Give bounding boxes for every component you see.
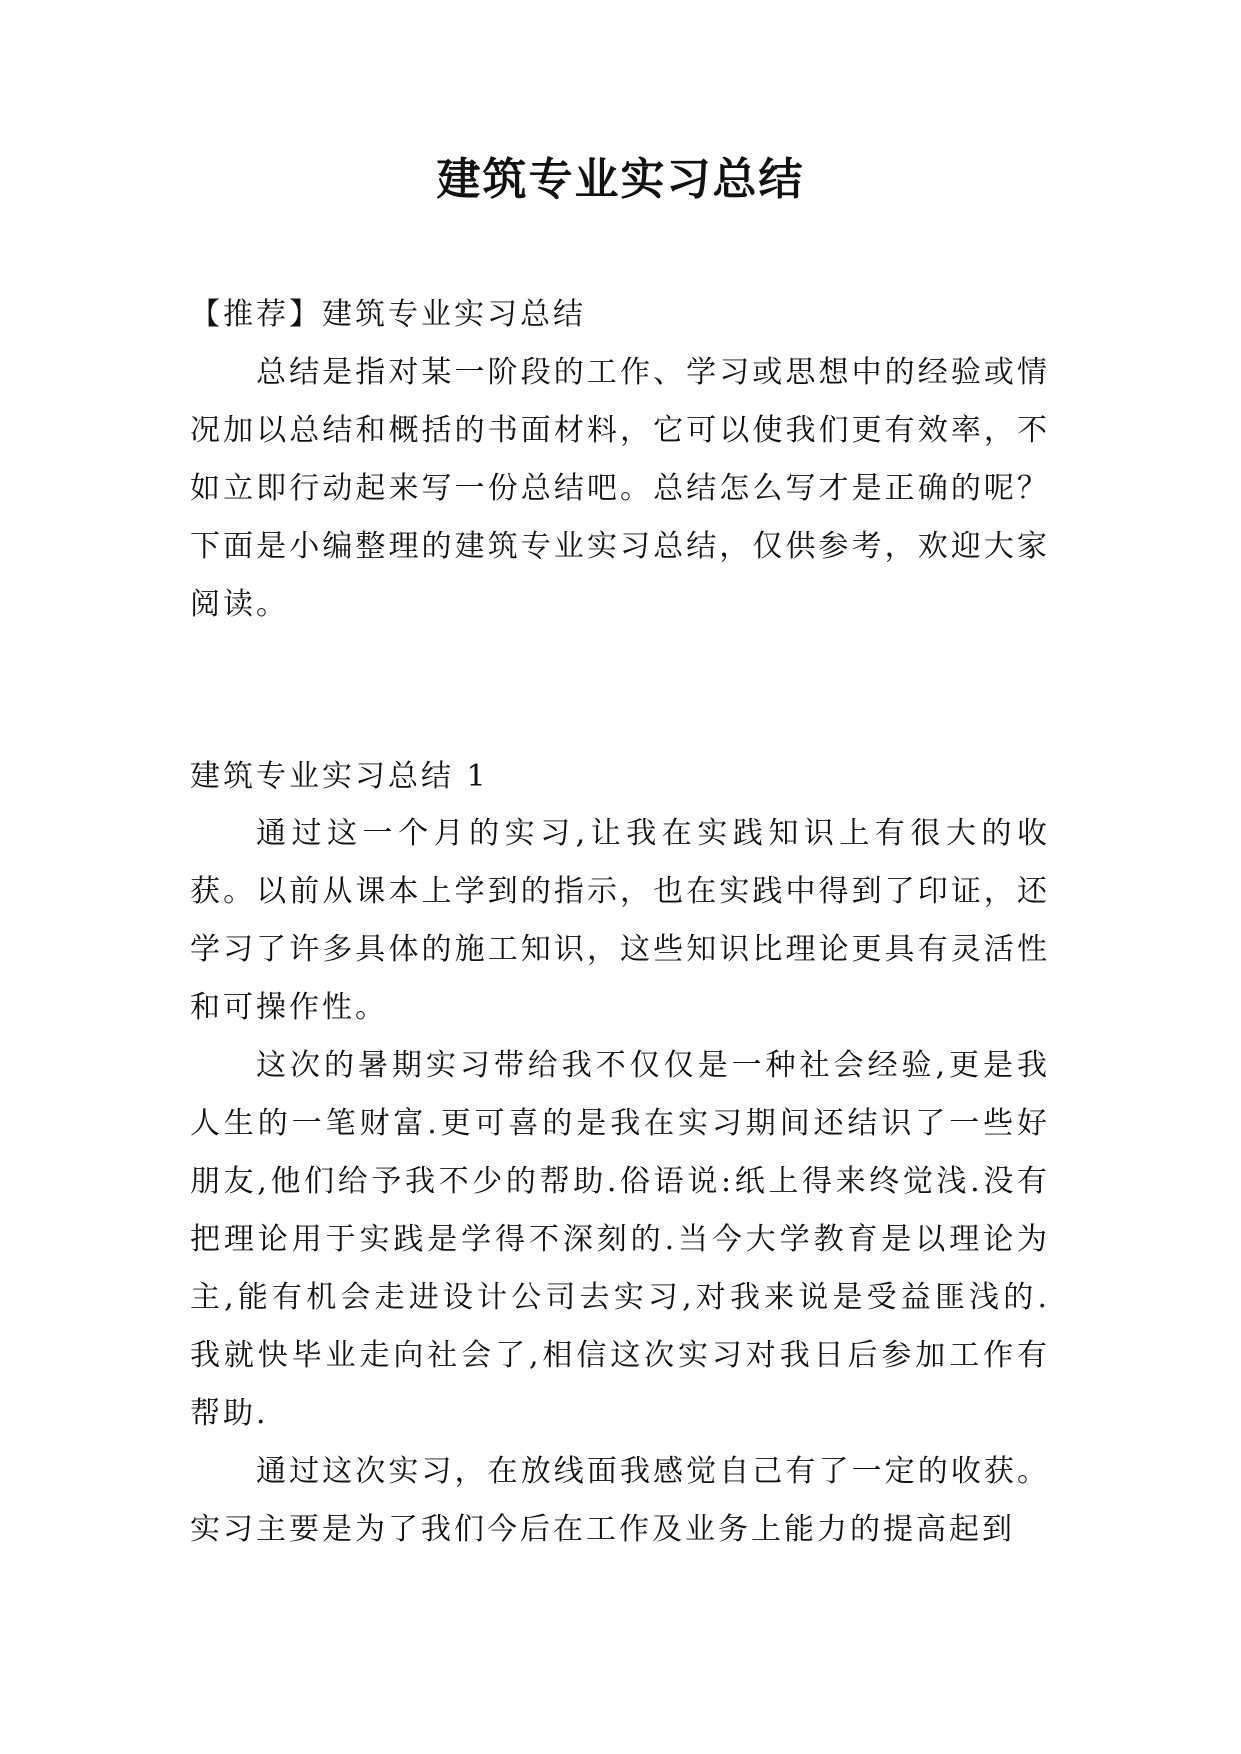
section-body: [190, 805, 1050, 1559]
document-title: 建筑专业实习总结: [436, 154, 805, 205]
intro-paragraph: 总结是指对某一阶段的工作、学习或思想中的经验或情况加以总结和概括的书面材料，它可以使我们更有效率，不如立即行动起来写一份总结吧。总结怎么写才是正确的呢？下面是小编整理的建筑专业实习总结，仅供参考，欢迎大家阅读。: [190, 355, 1050, 622]
body-paragraph-2: 这次的暑期实习带给我不仅仅是一种社会经验,更是我人生的一笔财富.更可喜的是我在实习期间还结识了一些好朋友,他们给予我不少的帮助.俗语说:纸上得来终觉浅.没有把理论用于实践是学得不深刻的.当今大学教育是以理论为主,能有机会走进设计公司去实习,对我来说是受益匪浅的.我就快毕业走向社会了,相信这次实习对我日后参加工作有帮助.: [190, 1048, 1050, 1431]
body-paragraph-1: 通过这一个月的实习,让我在实践知识上有很大的收获。以前从课本上学到的指示，也在实践中得到了印证，还学习了许多具体的施工知识，这些知识比理论更具有灵活性和可操作性。: [190, 816, 1050, 1025]
section-heading: 建筑专业实习总结 1: [190, 759, 489, 794]
recommend-line: 【推荐】建筑专业实习总结: [190, 297, 586, 332]
body-paragraph-3: 通过这次实习，在放线面我感觉自己有了一定的收获。实习主要是为了我们今后在工作及业务上能力的提高起到: [190, 1454, 1050, 1547]
